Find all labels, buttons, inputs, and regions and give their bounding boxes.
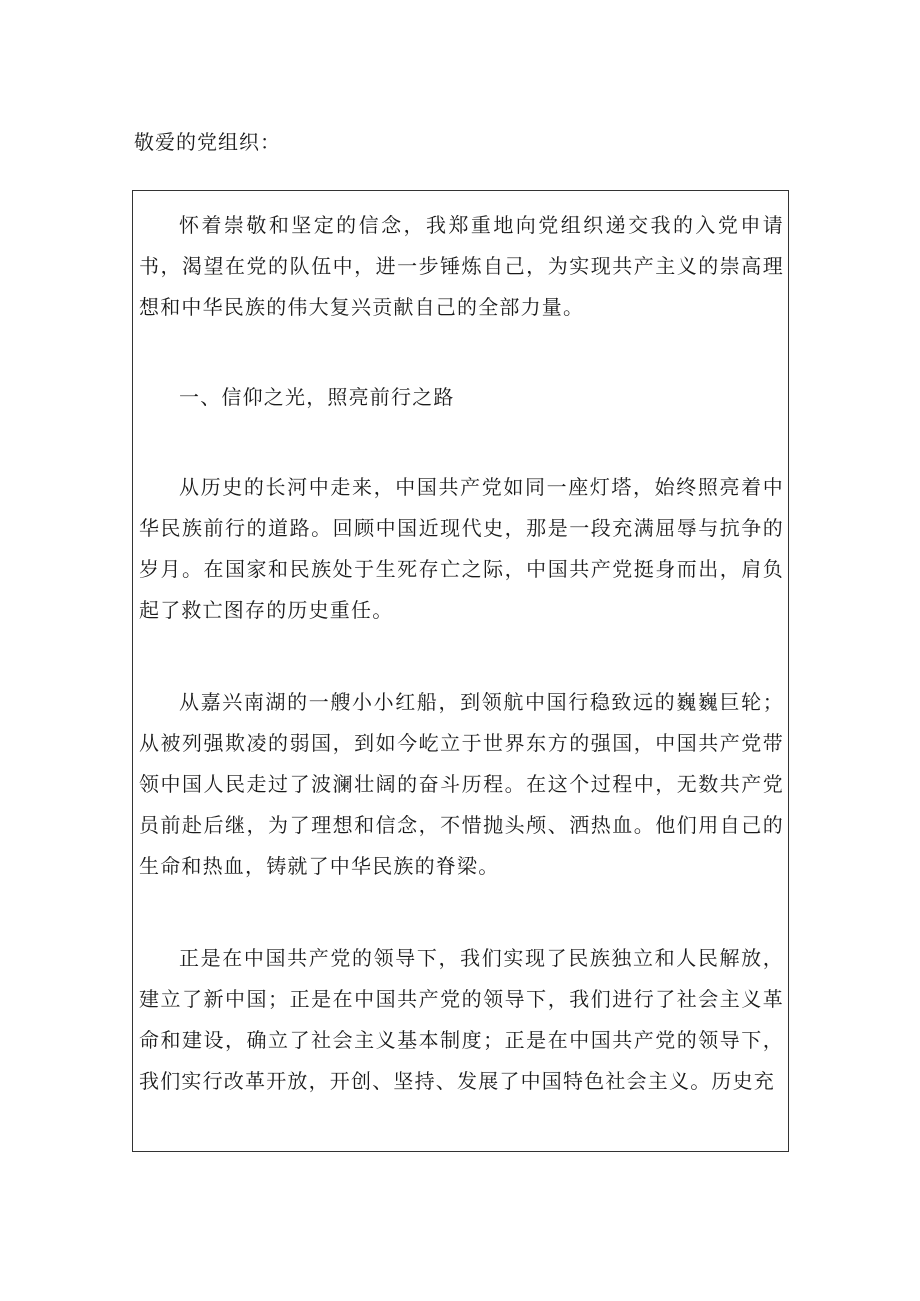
history-paragraph: 从历史的长河中走来，中国共产党如同一座灯塔，始终照亮着中华民族前行的道路。回顾中国近现代史，那是一段充满屈辱与抗争的岁月。在国家和民族处于生死存亡之际，中国共产党挺身而出，肩负起了救亡图存的历史重任。 [139, 475, 784, 622]
leadership-paragraph: 正是在中国共产党的领导下，我们实现了民族独立和人民解放，建立了新中国；正是在中国共产党的领导下，我们进行了社会主义革命和建设，确立了社会主义基本制度；正是在中国共产党的领导下，我们实行改革开放，开创、坚持、发展了中国特色社会主义。历史充 [139, 946, 784, 1093]
journey-paragraph: 从嘉兴南湖的一艘小小红船，到领航中国行稳致远的巍巍巨轮；从被列强欺凌的弱国，到如今屹立于世界东方的强国，中国共产党带领中国人民走过了波澜壮阔的奋斗历程。在这个过程中，无数共产党员前赴后继，为了理想和信念，不惜抛头颅、洒热血。他们用自己的生命和热血，铸就了中华民族的脊梁。 [139, 690, 784, 878]
intro-paragraph: 怀着崇敬和坚定的信念，我郑重地向党组织递交我的入党申请书，渴望在党的队伍中，进一步锤炼自己，为实现共产主义的崇高理想和中华民族的伟大复兴贡献自己的全部力量。 [139, 213, 784, 319]
salutation: 敬爱的党组织： [134, 130, 281, 154]
letter-body-box [132, 190, 789, 1152]
section-heading: 一、信仰之光，照亮前行之路 [179, 385, 455, 409]
